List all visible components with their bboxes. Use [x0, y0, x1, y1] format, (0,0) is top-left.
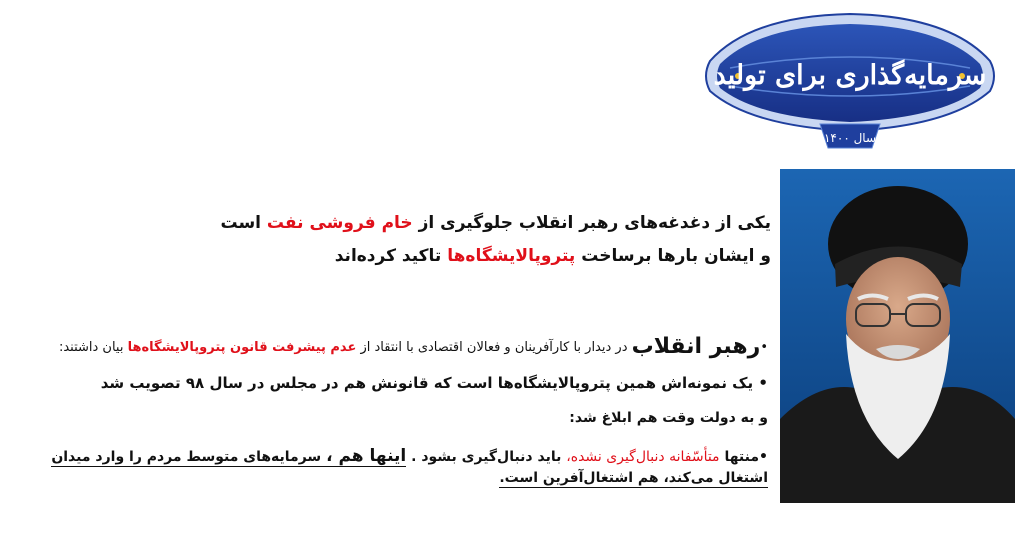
- intro-line-2: [335, 246, 771, 266]
- emblem-year: سال ۱۴۰۰: [823, 131, 877, 145]
- body-line-3-text: و به دولت وقت هم ابلاغ شد:: [569, 410, 768, 426]
- bullet-dot: •: [759, 449, 768, 465]
- body-line-1-highlight: عدم پیشرفت قانون پتروپالایشگاه‌ها: [127, 340, 357, 355]
- emblem-logo: [690, 6, 1010, 161]
- body-line-4-c: سرمایه‌های متوسط مردم را وارد میدان: [51, 449, 322, 465]
- body-line-5: [499, 470, 768, 486]
- intro-line-1-highlight: خام فروشی نفت: [266, 213, 413, 233]
- body-line-1-a: در دیدار با کارآفرینان و فعالان اقتصادی با انتقاد از: [360, 340, 628, 355]
- portrait-photo: [780, 169, 1015, 503]
- intro-line-1: [220, 213, 771, 233]
- body-line-4-big: اینها هم ،: [326, 446, 407, 466]
- body-line-4: [51, 446, 768, 466]
- intro-line-1-b: است: [220, 213, 261, 233]
- body-line-4-b: باید دنبال‌گیری بشود .: [411, 449, 562, 465]
- bullet-dot: •: [758, 374, 768, 392]
- body-line-3: [569, 410, 768, 426]
- emblem-title: سرمایه‌گذاری برای تولید: [713, 60, 987, 91]
- body-line-5-text: اشتغال می‌کند، هم اشتغال‌آفرین است.: [499, 470, 768, 486]
- body-line-4-a: منتها: [724, 449, 760, 465]
- bullet-dot: •: [760, 340, 768, 355]
- body-line-1-b: بیان داشتند:: [58, 340, 124, 355]
- body-lead: رهبر انقلاب: [631, 334, 761, 359]
- intro-line-2-b: تاکید کرده‌اند: [334, 246, 442, 266]
- body-line-2-text: یک نمونه‌اش همین پتروپالایشگاه‌ها است که قانونش هم در مجلس در سال ۹۸ تصویب شد: [100, 374, 754, 392]
- intro-line-2-a: و ایشان بارها برساخت: [581, 246, 771, 266]
- body-line-4-highlight: متأسّفانه دنبال‌گیری نشده،: [566, 449, 720, 465]
- body-line-1: [59, 334, 768, 359]
- emblem-svg: [690, 6, 1010, 161]
- body-line-2: [101, 374, 768, 392]
- intro-line-1-a: یکی از دغدغه‌های رهبر انقلاب جلوگیری از: [418, 213, 771, 233]
- intro-line-2-highlight: پتروپالایشگاه‌ها: [447, 246, 576, 266]
